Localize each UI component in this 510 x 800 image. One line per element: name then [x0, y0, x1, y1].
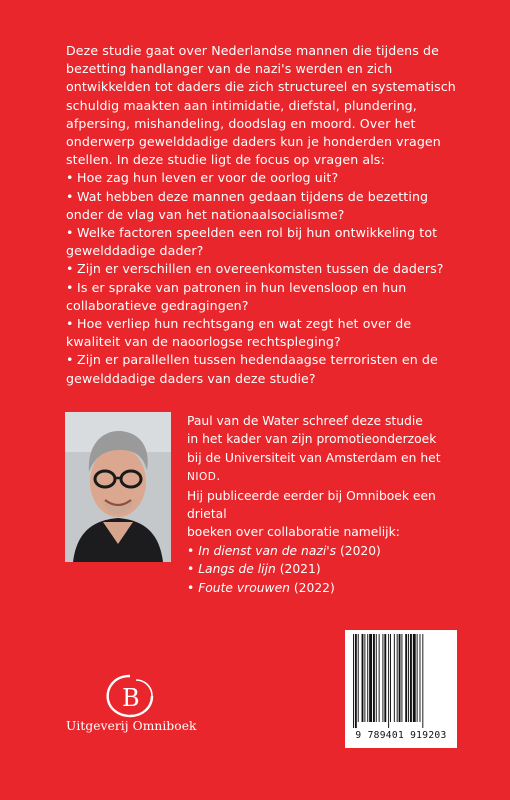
barcode-bar: [410, 634, 412, 722]
bio-line: in het kader van zijn promotieonderzoek: [187, 432, 437, 447]
question-item: [66, 260, 456, 278]
book-year: (2020): [339, 543, 381, 558]
bio-line: Hij publiceerde eerder bij Omniboek een drietal: [187, 488, 436, 522]
book-title: In dienst van de nazi's: [198, 543, 337, 558]
barcode-bars: [349, 634, 453, 728]
barcode-bar: [369, 634, 372, 722]
barcode-bar: [382, 634, 383, 722]
author-bio: [187, 412, 457, 597]
barcode-bar: [355, 634, 357, 728]
barcode-bar: [405, 634, 407, 722]
barcode-bar: [353, 634, 354, 728]
barcode-bar: [376, 634, 377, 722]
institute-acronym: NIOD: [187, 471, 217, 484]
author-photo: [65, 412, 171, 562]
barcode-bar: [379, 634, 380, 722]
barcode-bar: [384, 634, 386, 722]
previous-book-item: [187, 560, 457, 578]
barcode-bar: [408, 634, 409, 722]
bullet-icon: •: [66, 188, 74, 204]
question-text: Hoe zag hun leven er voor de oorlog uit?: [77, 170, 339, 186]
bullet-icon: •: [187, 543, 195, 558]
bullet-icon: •: [187, 580, 195, 595]
question-text: Zijn er verschillen en overeenkomsten tussen de daders?: [77, 261, 444, 277]
question-item: [66, 224, 456, 260]
question-text: Zijn er parallellen tussen hedendaagse terroristen en de gewelddadige daders van deze studie?: [66, 352, 438, 386]
book-title: Langs de lijn: [198, 562, 276, 577]
bullet-icon: •: [66, 261, 74, 277]
question-item: [66, 351, 456, 387]
intro-text-block: [66, 42, 456, 388]
bullet-icon: •: [66, 170, 74, 186]
book-year: (2021): [279, 562, 321, 577]
question-item: [66, 188, 456, 224]
barcode-bar: [390, 634, 391, 722]
barcode-bar: [399, 634, 401, 722]
intro-paragraph: Deze studie gaat over Nederlandse mannen die tijdens de bezetting handlanger van de nazi's werden en zich ontwikkelden tot daders die zich structureel en systematisch schuldig maakten aan intimidatie, diefstal, plundering, afpersing, mishandeling, doodslag en moord. Over het onderwerp gewelddadige daders kun je honderden vragen stellen. In deze studie ligt de focus op vragen als:: [66, 43, 456, 168]
barcode-bar: [362, 634, 364, 722]
publisher-logo-letter: B: [122, 684, 140, 712]
barcode-bar: [367, 634, 368, 722]
barcode-bar: [364, 634, 365, 722]
barcode-bar: [413, 634, 416, 722]
isbn-barcode: [345, 630, 457, 748]
book-year: (2022): [293, 580, 335, 595]
previous-books-list: [187, 542, 457, 597]
barcode-bar: [388, 634, 389, 728]
bullet-icon: •: [66, 352, 74, 368]
question-text: Is er sprake van patronen in hun levensloop en hun collaboratieve gedragingen?: [66, 279, 407, 313]
publisher-logo-icon: [100, 672, 160, 718]
question-list: [66, 169, 456, 387]
barcode-bar: [373, 634, 375, 722]
previous-book-item: [187, 579, 457, 597]
barcode-bar: [417, 634, 418, 722]
author-portrait-illustration: [65, 412, 171, 562]
isbn-number: 9 789401 919203: [355, 730, 447, 741]
question-text: Hoe verliep hun rechtsgang en wat zegt het over de kwaliteit van de naoorlogse rechtspleging?: [66, 316, 412, 350]
bullet-icon: •: [66, 279, 74, 295]
barcode-bar: [358, 634, 359, 722]
bullet-icon: •: [187, 562, 195, 577]
bullet-icon: •: [66, 225, 74, 241]
bio-line-text: .: [216, 469, 221, 484]
publisher-name: Uitgeverij Omniboek: [66, 719, 197, 733]
bio-line: [187, 449, 457, 487]
bio-line-text: bij de Universiteit van Amsterdam en het: [187, 450, 441, 465]
barcode-bar: [397, 634, 398, 722]
question-item: [66, 279, 456, 315]
barcode-bar: [401, 634, 402, 722]
barcode-bar: [420, 634, 421, 722]
previous-book-item: [187, 542, 457, 560]
bullet-icon: •: [66, 316, 74, 332]
question-item: [66, 169, 456, 187]
barcode-bar: [422, 634, 423, 728]
barcode-bar: [394, 634, 395, 722]
bio-line: Paul van de Water schreef deze studie: [187, 414, 423, 428]
question-text: Welke factoren speelden een rol bij hun ontwikkeling tot gewelddadige dader?: [66, 225, 438, 259]
book-title: Foute vrouwen: [198, 580, 290, 595]
question-text: Wat hebben deze mannen gedaan tijdens de bezetting onder de vlag van het nationaalsocialisme?: [66, 188, 429, 222]
question-item: [66, 315, 456, 351]
bio-line: boeken over collaboratie namelijk:: [187, 525, 400, 540]
